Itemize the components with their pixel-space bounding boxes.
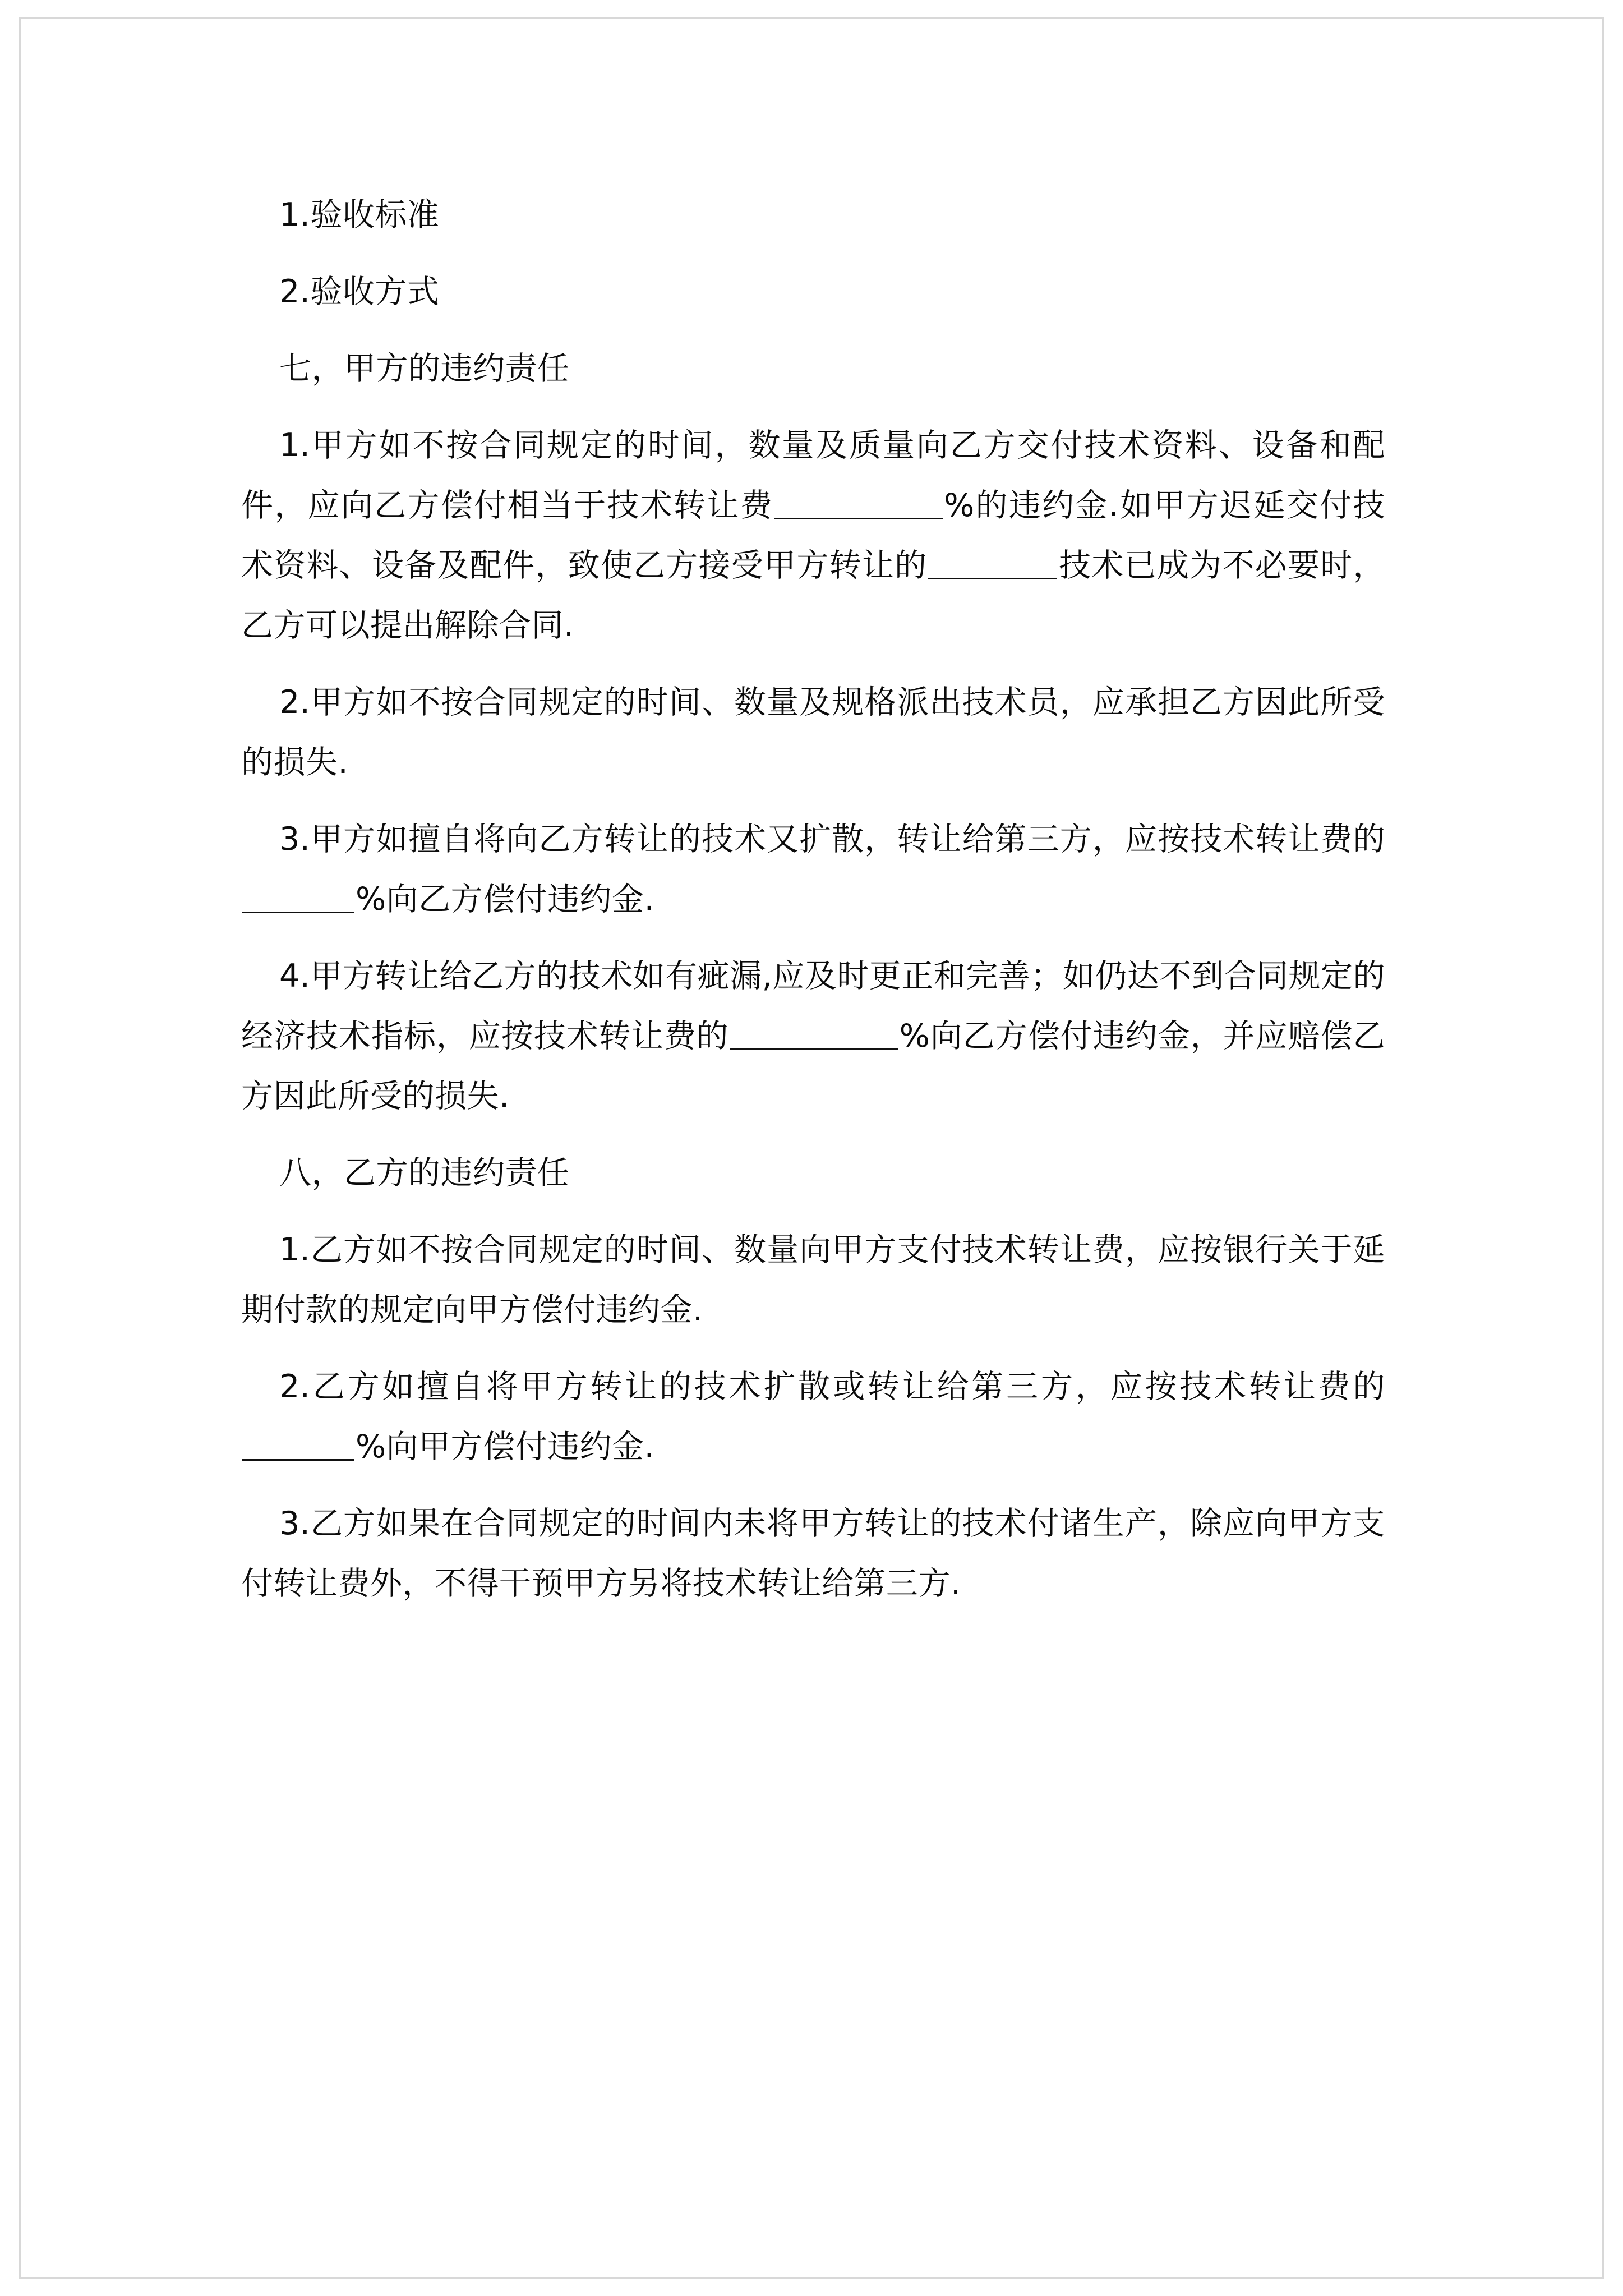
document-body <box>241 185 1385 1614</box>
clause-seven-4 <box>241 946 1385 1126</box>
clause-text-part: 4.甲方转让给乙方的技术如有疵漏,应及时更正和完善；如仍达不到合同规定的经济技术指标，应按技术转让费的 <box>241 958 1385 1055</box>
heading-text: 七，甲方的违约责任 <box>279 350 570 387</box>
clause-seven-3 <box>241 809 1385 930</box>
clause-eight-2 <box>241 1357 1385 1477</box>
list-item <box>241 185 1385 245</box>
paragraph-text: 1.验收标准 <box>279 196 440 233</box>
fill-in-blank[interactable] <box>928 578 1057 579</box>
fill-in-blank[interactable] <box>242 1459 354 1461</box>
clause-text-part: 3.甲方如擅自将向乙方转让的技术又扩散，转让给第三方，应按技术转让费的 <box>279 821 1385 858</box>
section-heading-seven <box>241 339 1385 399</box>
section-heading-eight <box>241 1143 1385 1203</box>
clause-text-part: 1.甲方如不按合同规定的时间，数量及质量向乙方交付技术资料、设备和配件，应向乙方偿付相当于技术转让费 <box>241 427 1385 524</box>
fill-in-blank[interactable] <box>774 518 943 519</box>
heading-text: 八，乙方的违约责任 <box>279 1154 570 1191</box>
clause-text-part: %向乙方偿付违约金，并应赔偿乙方因此所受的损失. <box>241 1018 1385 1115</box>
clause-text-part: 2.甲方如不按合同规定的时间、数量及规格派出技术员，应承担乙方因此所受的损失. <box>241 684 1385 781</box>
clause-text-part: 1.乙方如不按合同规定的时间、数量向甲方支付技术转让费，应按银行关于延期付款的规定向甲方偿付违约金. <box>241 1231 1385 1328</box>
clause-seven-1 <box>241 416 1385 656</box>
clause-eight-1 <box>241 1220 1385 1340</box>
fill-in-blank[interactable] <box>242 912 354 913</box>
clause-eight-3 <box>241 1494 1385 1614</box>
fill-in-blank[interactable] <box>730 1048 898 1050</box>
clause-text-part: 3.乙方如果在合同规定的时间内未将甲方转让的技术付诸生产，除应向甲方支付转让费外，不得干预甲方另将技术转让给第三方. <box>241 1505 1385 1602</box>
paragraph-text: 2.验收方式 <box>279 273 440 310</box>
list-item <box>241 262 1385 322</box>
clause-text-part: %的违约金.如甲方迟延交付技术资料、设备及配件，致使乙方接受甲方转让的 <box>241 487 1386 584</box>
clause-text-part: %向乙方偿付违约金. <box>356 881 655 918</box>
clause-seven-2 <box>241 673 1385 793</box>
clause-text-part: 2.乙方如擅自将甲方转让的技术扩散或转让给第三方，应按技术转让费的 <box>279 1368 1385 1405</box>
clause-text-part: 技术已成为不必要时，乙方可以提出解除合同. <box>241 547 1386 644</box>
clause-text-part: %向甲方偿付违约金. <box>356 1428 655 1465</box>
